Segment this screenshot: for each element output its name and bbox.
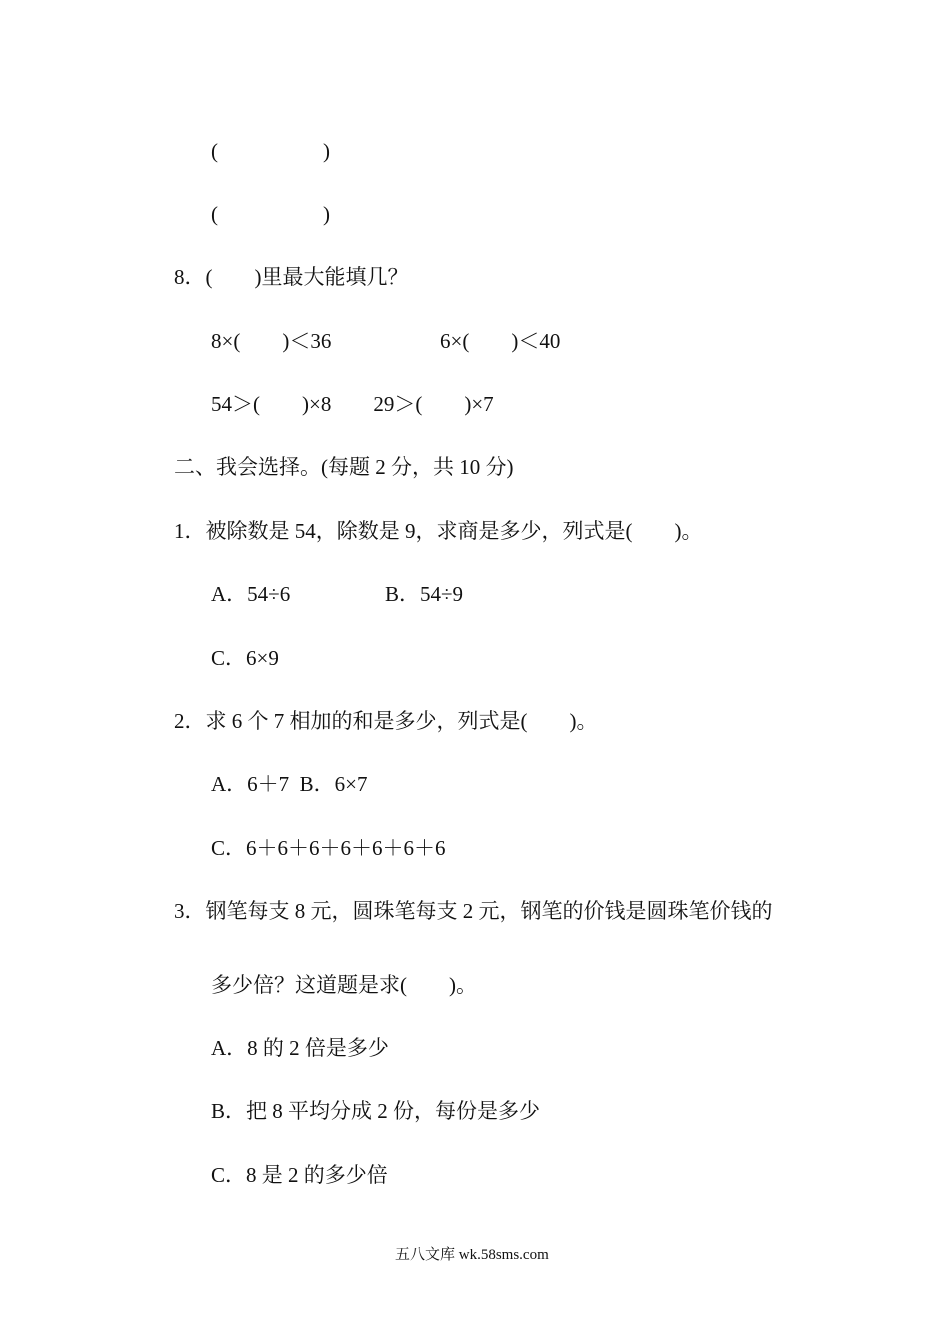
question-8-row1-a: 8×( )＜36 (211, 329, 332, 353)
blank-paren-1: ( ) (211, 139, 330, 163)
question-3-option-b: B．把 8 平均分成 2 份，每份是多少 (211, 1099, 541, 1123)
question-3-stem-line1: 3．钢笔每支 8 元，圆珠笔每支 2 元，钢笔的价钱是圆珠笔价钱的 (174, 899, 773, 923)
blank-paren-2: ( ) (211, 202, 330, 226)
question-2-stem: 2．求 6 个 7 相加的和是多少，列式是( )。 (174, 709, 598, 733)
question-1-option-c: C．6×9 (211, 646, 279, 670)
question-8-row1-b: 6×( )＜40 (440, 329, 561, 353)
question-1-option-b: B．54÷9 (385, 582, 464, 606)
question-3-option-a: A．8 的 2 倍是多少 (211, 1036, 389, 1060)
section-2-title: 二、我会选择。(每题 2 分，共 10 分) (174, 455, 514, 479)
question-8-row2: 54＞( )×8 29＞( )×7 (211, 392, 494, 416)
question-1-stem: 1．被除数是 54，除数是 9，求商是多少，列式是( )。 (174, 519, 703, 543)
question-3-stem-line2: 多少倍？这道题是求( )。 (211, 973, 477, 997)
question-2-option-c: C．6＋6＋6＋6＋6＋6＋6 (211, 836, 446, 860)
question-1-option-a: A．54÷6 (211, 582, 291, 606)
footer-watermark: 五八文库 wk.58sms.com (395, 1247, 549, 1263)
question-8-title: 8．( )里最大能填几？ (174, 265, 409, 289)
question-3-option-c: C．8 是 2 的多少倍 (211, 1163, 388, 1187)
question-2-options-ab: A．6＋7 B．6×7 (211, 772, 368, 796)
